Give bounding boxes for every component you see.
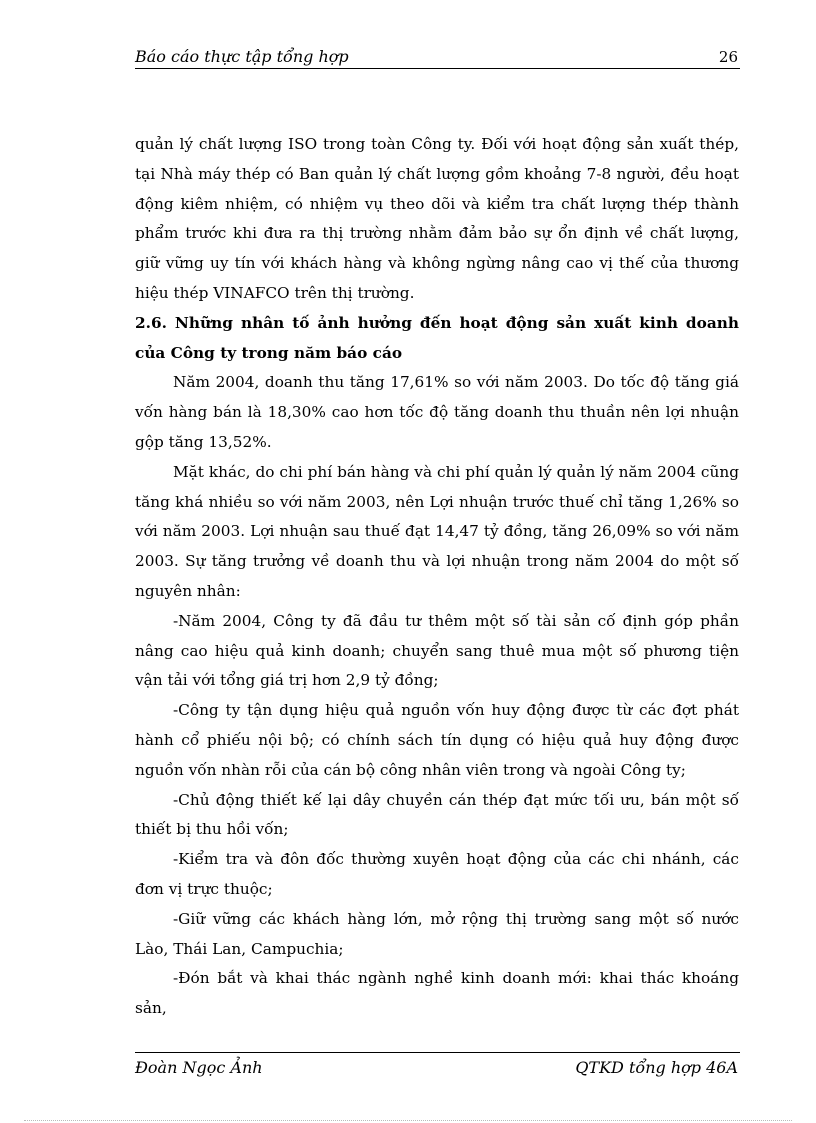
header-title: Báo cáo thực tập tổng hợp	[135, 47, 349, 66]
list-item: -Kiểm tra và đôn đốc thường xuyên hoạt động của các chi nhánh, các đơn vị trực thuộc;	[135, 850, 739, 898]
page-bottom-divider	[24, 1120, 792, 1121]
page-number: 26	[718, 48, 738, 66]
list-item: -Chủ động thiết kế lại dây chuyền cán thép đạt mức tối ưu, bán một số thiết bị thu hồi vốn;	[135, 790, 739, 839]
list-item: -Đón bắt và khai thác ngành nghề kinh doanh mới: khai thác khoáng sản,	[135, 969, 739, 1018]
page-header	[135, 46, 740, 69]
paragraph: Mặt khác, do chi phí bán hàng và chi phí quản lý quản lý năm 2004 cũng tăng khá nhiều so với năm 2003, nên Lợi nhuận trước thuế chỉ tăng 1,26% so với năm 2003. Lợi nhuận sau thuế đạt 14,47 tỷ đồng, tăng 26,09% so với năm 2003. Sự tăng trưởng về doanh thu và lợi nhuận trong năm 2004 do một số nguyên nhân:	[135, 462, 739, 600]
page-footer	[135, 1052, 740, 1077]
list-item: -Năm 2004, Công ty đã đầu tư thêm một số tài sản cố định góp phần nâng cao hiệu quả kinh doanh; chuyển sang thuê mua một số phương tiện vận tải với tổng giá trị hơn 2,9 tỷ đồng;	[135, 611, 739, 690]
paragraph: Năm 2004, doanh thu tăng 17,61% so với năm 2003. Do tốc độ tăng giá vốn hàng bán là 18,30% cao hơn tốc độ tăng doanh thu thuần nên lợi nhuận gộp tăng 13,52%.	[135, 373, 739, 451]
paragraph: quản lý chất lượng ISO trong toàn Công ty. Đối với hoạt động sản xuất thép, tại Nhà máy thép có Ban quản lý chất lượng gồm khoảng 7-8 người, đều hoạt động kiêm nhiệm, có nhiệm vụ theo dõi và kiểm tra chất lượng thép thành phẩm trước khi đưa ra thị trường nhằm đảm bảo sự ổn định về chất lượng, giữ vững uy tín với khách hàng và không ngừng nâng cao vị thế của thương hiệu thép VINAFCO trên thị trường.	[135, 135, 739, 302]
list-item: -Công ty tận dụng hiệu quả nguồn vốn huy động được từ các đợt phát hành cổ phiếu nội bộ; có chính sách tín dụng có hiệu quả huy động được nguồn vốn nhàn rỗi của cán bộ công nhân viên trong và ngoài Công ty;	[135, 701, 739, 779]
footer-author: Đoàn Ngọc Ảnh	[135, 1058, 263, 1077]
footer-class: QTKD tổng hợp 46A	[575, 1058, 738, 1077]
list-item: -Giữ vững các khách hàng lớn, mở rộng thị trường sang một số nước Lào, Thái Lan, Campuchia;	[135, 909, 739, 958]
document-body	[135, 130, 739, 1024]
section-heading: 2.6. Những nhân tố ảnh hưởng đến hoạt động sản xuất kinh doanh của Công ty trong năm báo cáo	[135, 313, 739, 362]
